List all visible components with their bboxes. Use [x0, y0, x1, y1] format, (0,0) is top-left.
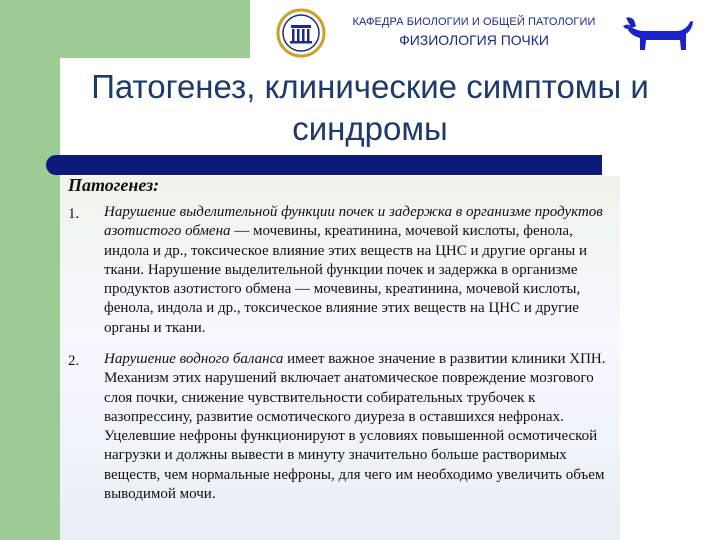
item-lead: Нарушение выделительной функции почек и задержка в организме продуктов азотистого обмена — [104, 204, 603, 240]
item-lead: Нарушение водного баланса — [104, 351, 284, 367]
slide-title: Патогенез, клинические симптомы и синдромы — [91, 68, 649, 147]
list-item — [104, 203, 614, 338]
left-green-bar — [0, 0, 60, 540]
title-divider-bar — [46, 155, 602, 175]
course-name: ФИЗИОЛОГИЯ ПОЧКИ — [399, 32, 549, 48]
item-text: — мочевины, креатинина, мочевой кислоты, фенола, индола и др., токсическое влияние этих веществ на ЦНС и другие органы и ткани. Нарушение выделительной функции почек и задержка в организме продуктов азотистого обмена — мочевины, креатинина, мочевой кислоты, фенола, индола и др., токсическое влияние этих веществ на ЦНС и другие органы и ткани. — [104, 223, 588, 336]
item-text: имеет важное значение в развитии клиники ХПН. Механизм этих нарушений включает анатомическое повреждение мозгового слоя почки, снижение чувствительности собирательных трубочек к вазопрессину, развитие осмотического диуреза в оставшихся нефронах. Уцелевшие нефроны функционируют в условиях повышенной осмотической нагрузки и должны вывести в минуту значительно больше растворимых веществ, чем нормальные нефроны, для чего им необходимо увеличить объем выводимой мочи. — [104, 351, 606, 503]
blue-dachshund-icon — [620, 12, 698, 58]
department-name: КАФЕДРА БИОЛОГИИ И ОБЩЕЙ ПАТОЛОГИИ — [352, 16, 596, 28]
list-item — [104, 350, 614, 504]
item-number: 1. — [68, 206, 80, 222]
university-emblem-icon — [276, 8, 326, 58]
top-green-block — [60, 0, 250, 58]
item-number: 2. — [68, 353, 80, 369]
section-heading: Патогенез: — [68, 175, 160, 195]
